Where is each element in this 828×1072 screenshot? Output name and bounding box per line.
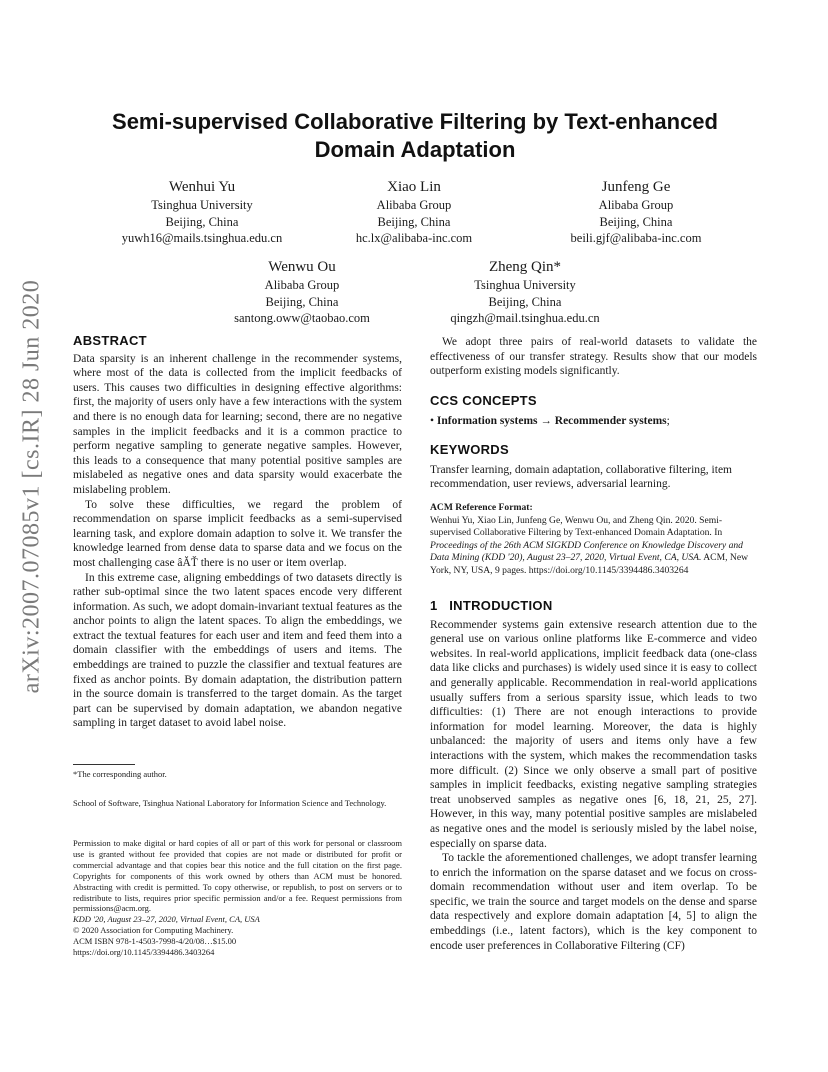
author-block-4	[182, 258, 422, 327]
author-name: Xiao Lin	[387, 179, 441, 195]
author-affiliation: Alibaba Group	[598, 198, 674, 212]
abstract-section	[73, 334, 402, 731]
abstract-heading: ABSTRACT	[73, 333, 147, 348]
acm-reference-body	[430, 515, 757, 578]
introduction-paragraph-2: To tackle the aforementioned challenges, we adopt transfer learning to enrich the information on the sparse dataset and we focus on cross-domain recommendation without user and item overlap. To be specific, we train the source and target models on the dense and sparse data respectively and explore domain adaptation [4, 5] to align the embeddings (i.e., latent factors), which is the key component to encode user preferences in Collaborative Filtering (CF)	[430, 852, 757, 952]
ccs-suffix: ;	[666, 414, 670, 427]
ccs-heading: CCS CONCEPTS	[430, 393, 537, 408]
abstract-paragraph-1: Data sparsity is an inherent challenge in the recommender systems, where most of the data is collected from the implicit feedbacks of users. This causes two difficulties in designing effective algorithms: first, the majority of users only have a few interactions with the system and there is no enough data for learning; second, there are no negative samples in the implicit feedbacks and it is a common practice to perform negative sampling to generate negative samples. However, this leads to a consequence that many potential positive samples are mislabeled as negative ones and data sparsity would exacerbate the mislabeling problem.	[73, 352, 402, 496]
abstract-continuation	[430, 335, 757, 379]
author-block-1	[82, 178, 322, 247]
author-affiliation: Tsinghua University	[474, 278, 576, 292]
affiliation-footnote	[73, 798, 402, 809]
affiliation-note: School of Software, Tsinghua National Laboratory for Information Science and Technology.	[73, 798, 387, 808]
author-name: Junfeng Ge	[601, 179, 671, 195]
author-email: qingzh@mail.tsinghua.edu.cn	[450, 311, 600, 325]
author-location: Beijing, China	[265, 294, 339, 309]
acm-reference-venue: Proceedings of the 26th ACM SIGKDD Conference on Knowledge Discovery and Data Mining (KDD '20), August 23–27, 2020, Virtual Event, CA, USA.	[430, 539, 743, 564]
ccs-concept	[430, 414, 757, 429]
author-location: Beijing, China	[165, 214, 239, 229]
author-affiliation: Tsinghua University	[151, 198, 253, 212]
keywords-text: Transfer learning, domain adaptation, collaborative filtering, item recommendation, user reviews, adversarial learning.	[430, 463, 732, 491]
isbn-line: ACM ISBN 978-1-4503-7998-4/20/08…$15.00	[73, 936, 237, 947]
ccs-item: Information systems → Recommender systems	[436, 414, 667, 427]
acm-reference	[430, 502, 757, 578]
corresponding-author-note: *The corresponding author.	[73, 769, 167, 779]
author-block-5	[405, 258, 645, 327]
paper-title: Semi-supervised Collaborative Filtering by Text-enhanced Domain Adaptation	[112, 109, 718, 162]
author-block-3	[516, 178, 756, 247]
arxiv-identifier	[10, 279, 54, 693]
author-email: yuwh16@mails.tsinghua.edu.cn	[121, 231, 283, 245]
author-email: hc.lx@alibaba-inc.com	[355, 231, 473, 245]
abstract-paragraph-4: We adopt three pairs of real-world datasets to validate the effectiveness of our transfer strategy. Results show that our models outperform existing models significantly.	[430, 336, 757, 378]
footnote-rule	[73, 764, 135, 765]
arxiv-identifier-text: arXiv:2007.07085v1 [cs.IR] 28 Jun 2020	[18, 279, 45, 693]
introduction-section	[430, 599, 757, 953]
introduction-paragraph-1: Recommender systems gain extensive research attention due to the general use on various online platforms like E-commerce and video websites. In real-world applications, implicit feedback data (one-class data like clicks and purchases) is widely used since it is easy to collect and generally applicable. Recommendation in real-world applications usually suffers from a serious sparsity issue, which leads to two difficulties: (1) There are not enough interactions to provide information for model learning. Moreover, the data is highly unbalanced: the majority of users and items only have a few interactions with the system, which makes the recommendation tasks more difficult. (2) Since we only observe a small part of positive samples in implicit feedbacks, existing negative sampling strategies treat unobserved samples as negative ones [6, 18, 21, 25, 27]. However, in this way, many potential positive samples are mislabeled as negative ones and the model is seriously misled by the label noise, especially on sparse data.	[430, 618, 757, 850]
conference-line: KDD '20, August 23–27, 2020, Virtual Event, CA, USA	[73, 914, 260, 925]
keywords-section	[430, 443, 757, 492]
author-name: Zheng Qin*	[488, 259, 562, 275]
permission-block	[73, 838, 402, 958]
author-location: Beijing, China	[488, 294, 562, 309]
author-affiliation: Alibaba Group	[264, 278, 340, 292]
author-block-2	[294, 178, 534, 247]
acm-reference-tail: ACM, New York, NY, USA, 9 pages. https://doi.org/10.1145/3394486.3403264	[430, 552, 749, 576]
acm-reference-authors: Wenhui Yu, Xiao Lin, Junfeng Ge, Wenwu Ou, and Zheng Qin. 2020. Semi-supervised Collaborative Filtering by Text-enhanced Domain Adaptation. In	[430, 514, 723, 539]
keywords-heading: KEYWORDS	[430, 442, 509, 457]
doi-line: https://doi.org/10.1145/3394486.3403264	[73, 947, 215, 958]
ccs-bullet: •	[430, 414, 435, 427]
ccs-section	[430, 394, 757, 428]
permission-text: Permission to make digital or hard copies of all or part of this work for personal or classroom use is granted without fee provided that copies are not made or distributed for profit or commercial advantage and that copies bear this notice and the full citation on the first page. Copyrights for components of this work owned by others than ACM must be honored. Abstracting with credit is permitted. To copy otherwise, or republish, to post on servers or to redistribute to lists, requires prior specific permission and/or a fee. Request permissions from permissions@acm.org.	[73, 838, 402, 914]
author-location: Beijing, China	[599, 214, 673, 229]
author-location: Beijing, China	[377, 214, 451, 229]
introduction-heading: 1 INTRODUCTION	[430, 598, 553, 613]
abstract-paragraph-3: In this extreme case, aligning embeddings of two datasets directly is rather sub-optimal since the two latent spaces encode very different information. As such, we adopt domain-invariant textual features as the anchor points to align the latent spaces. To align the embeddings, we extract the textual features for each user and item and feed them into a domain classifier with the embeddings of users and items. The embeddings are trained to puzzle the classifier and textual features are fixed as anchor points. By domain adaptation, the distribution pattern in the source domain is transferred to the target domain. As the target part can be supervised by domain adaptation, we abandon negative sampling in target dataset to avoid label noise.	[73, 571, 402, 730]
author-name: Wenwu Ou	[268, 259, 336, 275]
copyright-line: © 2020 Association for Computing Machinery.	[73, 925, 234, 936]
corresponding-footnote	[73, 769, 402, 780]
author-affiliation: Alibaba Group	[376, 198, 452, 212]
author-email: santong.oww@taobao.com	[234, 311, 370, 325]
abstract-paragraph-2: To solve these difficulties, we regard the problem of recommendation on sparse implicit feedbacks as a semi-supervised learning task, and explore domain adaption to solve it. We transfer the knowledge learned from dense data to sparse data and we focus on the most challenging case âĂŤ there is no user or item overlap.	[73, 498, 402, 569]
acm-reference-heading: ACM Reference Format:	[430, 502, 533, 513]
author-email: beili.gjf@alibaba-inc.com	[570, 231, 702, 245]
author-name: Wenhui Yu	[168, 179, 236, 195]
